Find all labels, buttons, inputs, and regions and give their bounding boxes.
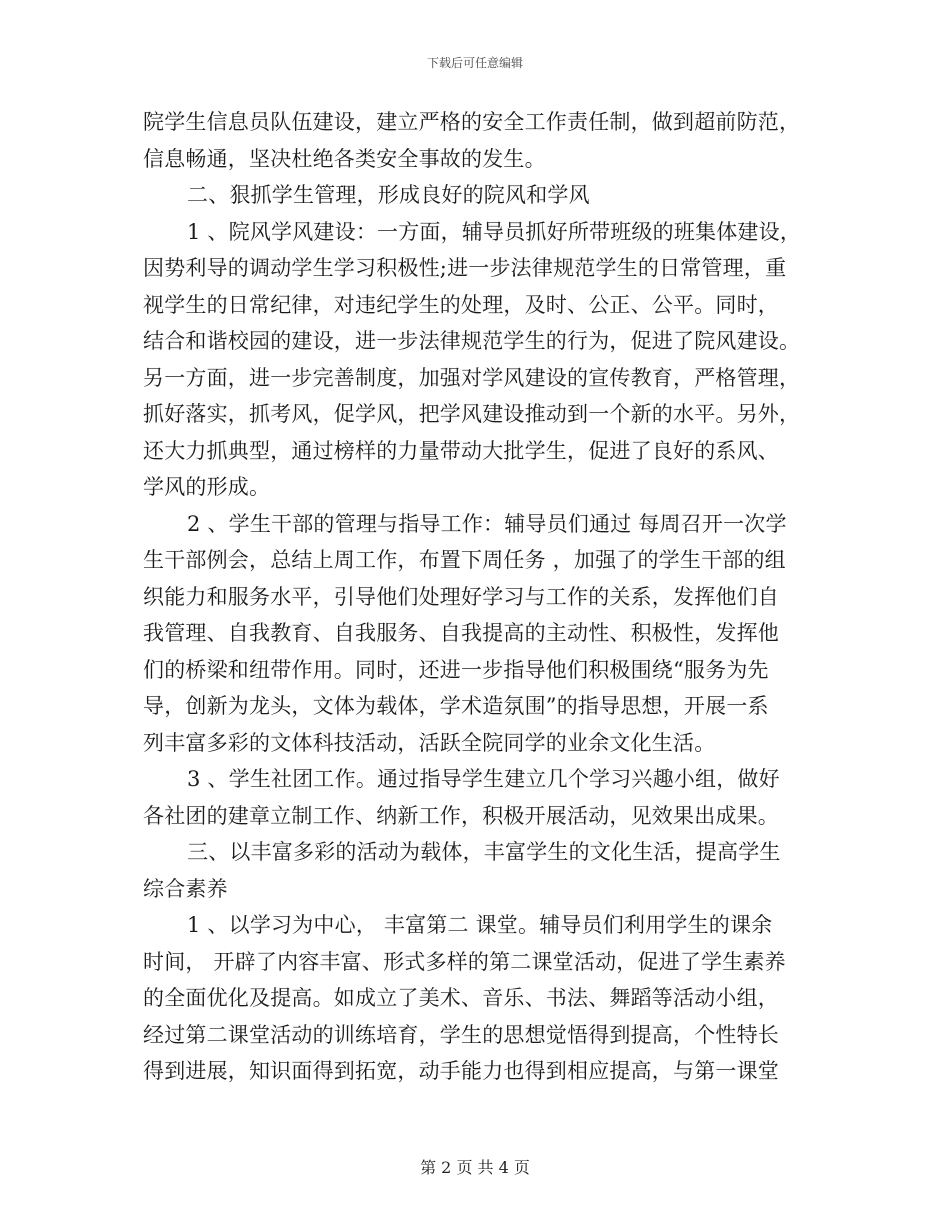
text-line: 我管理、自我教育、自我服务、自我提高的主动性、积极性，发挥他 — [143, 621, 779, 645]
text-line: 结合和谐校园的建设，进一步法律规范学生的行为，促进了院风建设。 — [143, 329, 801, 353]
text-line: 1 、以学习为中心， 丰富第二 课堂。辅导员们利用学生的课余 — [187, 913, 773, 937]
text-line: 1 、院风学风建设：一方面，辅导员抓好所带班级的班集体建设， — [187, 219, 802, 244]
text-line: 综合素养 — [143, 876, 228, 901]
text-line: 时间， 开辟了内容丰富、形式多样的第二课堂活动，促进了学生素养 — [143, 949, 786, 974]
text-line: 经过第二课堂活动的训练培育，学生的思想觉悟得到提高，个性特长 — [143, 1022, 779, 1047]
text-line: 2 、学生干部的管理与指导工作：辅导员们通过 每周召开一次学 — [187, 511, 787, 536]
text-line: 各社团的建章立制工作、纳新工作，积极开展活动，见效果出成果。 — [143, 803, 779, 828]
text-line: 院学生信息员队伍建设，建立严格的安全工作责任制，做到超前防范， — [143, 110, 801, 134]
text-line: 列丰富多彩的文体科技活动，活跃全院同学的业余文化生活。 — [143, 730, 716, 755]
text-line: 得到进展，知识面得到拓宽，动手能力也得到相应提高，与第一课堂 — [143, 1059, 779, 1083]
page-footer: 第 2 页 共 4 页 — [420, 1158, 530, 1177]
page-header: 下载后可任意编辑 — [426, 56, 523, 70]
document-body — [143, 104, 808, 1090]
text-line: 信息畅通，坚决杜绝各类安全事故的发生。 — [143, 146, 546, 171]
text-line: 抓好落实，抓考风，促学风，把学风建设推动到一个新的水平。另外， — [143, 402, 801, 426]
text-line: 因势利导的调动学生学习积极性;进一步法律规范学生的日常管理，重 — [143, 256, 787, 280]
text-line: 学风的形成。 — [143, 475, 271, 499]
text-line: 另一方面，进一步完善制度，加强对学风建设的宣传教育，严格管理， — [143, 365, 801, 390]
text-line: 3 、学生社团工作。通过指导学生建立几个学习兴趣小组，做好 — [187, 767, 780, 791]
text-line: 二、狠抓学生管理，形成良好的院风和学风 — [187, 183, 590, 207]
text-line: 视学生的日常纪律，对违纪学生的处理，及时、公正、公平。同时， — [143, 292, 779, 317]
text-line: 生干部例会，总结上周工作，布置下周任务 ，加强了的学生干部的组 — [143, 548, 786, 572]
text-line: 还大力抓典型，通过榜样的力量带动大批学生，促进了良好的系风、 — [143, 438, 779, 463]
text-line: 们的桥梁和纽带作用。同时，还进一步指导他们积极围绕“服务为先 — [143, 657, 769, 682]
text-line: 织能力和服务水平，引导他们处理好学习与工作的关系，发挥他们自 — [143, 584, 779, 609]
text-line: 的全面优化及提高。如成立了美术、音乐、书法、舞蹈等活动小组， — [143, 986, 779, 1010]
text-line: 三、以丰富多彩的活动为载体，丰富学生的文化生活，提高学生 — [187, 840, 781, 864]
text-line: 导，创新为龙头，文体为载体，学术造氛围”的指导思想，开展一系 — [143, 694, 769, 718]
